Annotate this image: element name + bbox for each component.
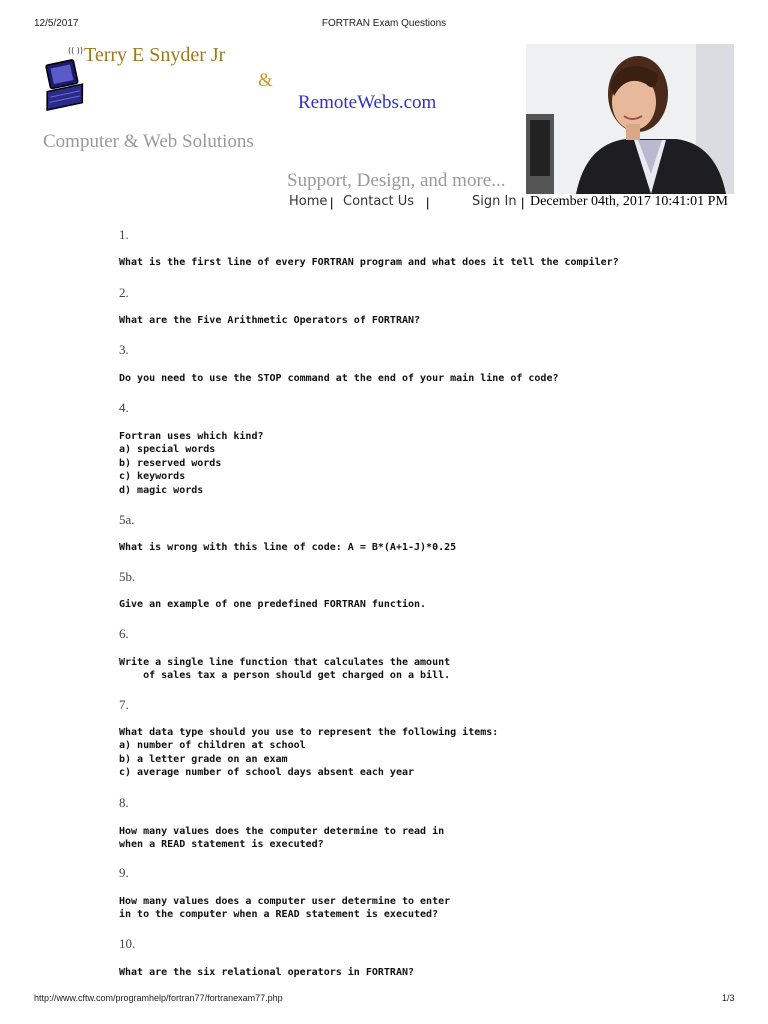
nav-contact-link[interactable]: Contact Us (343, 194, 414, 209)
question-number: 2. (119, 285, 129, 300)
question-number: 3. (119, 342, 129, 357)
question-text: Fortran uses which kind? a) special words b) reserved words c) keywords d) magic words (119, 431, 264, 496)
print-url: http://www.cftw.com/programhelp/fortran77/fortranexam77.php (34, 993, 283, 1003)
svg-text:(( )): (( )) (68, 46, 84, 55)
question-text: What is the first line of every FORTRAN program and what does it tell the compiler? (119, 257, 619, 268)
question-number: 6. (119, 626, 129, 641)
laptop-icon (40, 44, 86, 114)
site-tagline: Computer & Web Solutions (43, 131, 254, 152)
site-domain-link[interactable]: RemoteWebs.com (298, 92, 437, 113)
print-date: 12/5/2017 (34, 18, 79, 29)
question-text: What is wrong with this line of code: A = B*(A+1-J)*0.25 (119, 542, 457, 553)
nav-separator: | (426, 195, 430, 210)
question-number: 7. (119, 697, 129, 712)
question-text: How many values does a computer user determine to enter in to the computer when a READ statement is executed? (119, 896, 451, 921)
site-slogan: Support, Design, and more... (287, 170, 506, 191)
site-owner-name: Terry E Snyder Jr (84, 44, 226, 66)
nav-separator: | (330, 195, 334, 210)
nav-signin-link[interactable]: Sign In (472, 194, 517, 209)
question-text: What are the six relational operators in FORTRAN? (119, 967, 415, 978)
question-number: 1. (119, 227, 129, 242)
question-number: 4. (119, 400, 129, 415)
question-number: 5b. (119, 569, 136, 584)
nav-home-link[interactable]: Home (289, 194, 328, 209)
question-number: 5a. (119, 512, 135, 527)
question-text: Give an example of one predefined FORTRAN function. (119, 599, 427, 610)
question-text: What data type should you use to represent the following items: a) number of children at school b) a letter grade on an exam c) average number of school days absent each year (119, 727, 499, 779)
question-number: 9. (119, 865, 129, 880)
current-datetime: December 04th, 2017 10:41:01 PM (530, 194, 728, 209)
businesswoman-photo (526, 44, 734, 194)
ampersand: & (258, 70, 273, 91)
question-number: 8. (119, 795, 129, 810)
print-page-number: 1/3 (722, 993, 735, 1003)
print-title: FORTRAN Exam Questions (321, 18, 447, 29)
question-text: Do you need to use the STOP command at the end of your main line of code? (119, 373, 559, 384)
question-text: Write a single line function that calculates the amount of sales tax a person should get charged on a bill. (119, 657, 451, 682)
nav-separator: | (521, 195, 525, 210)
question-text: What are the Five Arithmetic Operators of FORTRAN? (119, 315, 421, 326)
question-text: How many values does the computer determine to read in when a READ statement is executed? (119, 826, 445, 851)
question-number: 10. (119, 936, 136, 951)
